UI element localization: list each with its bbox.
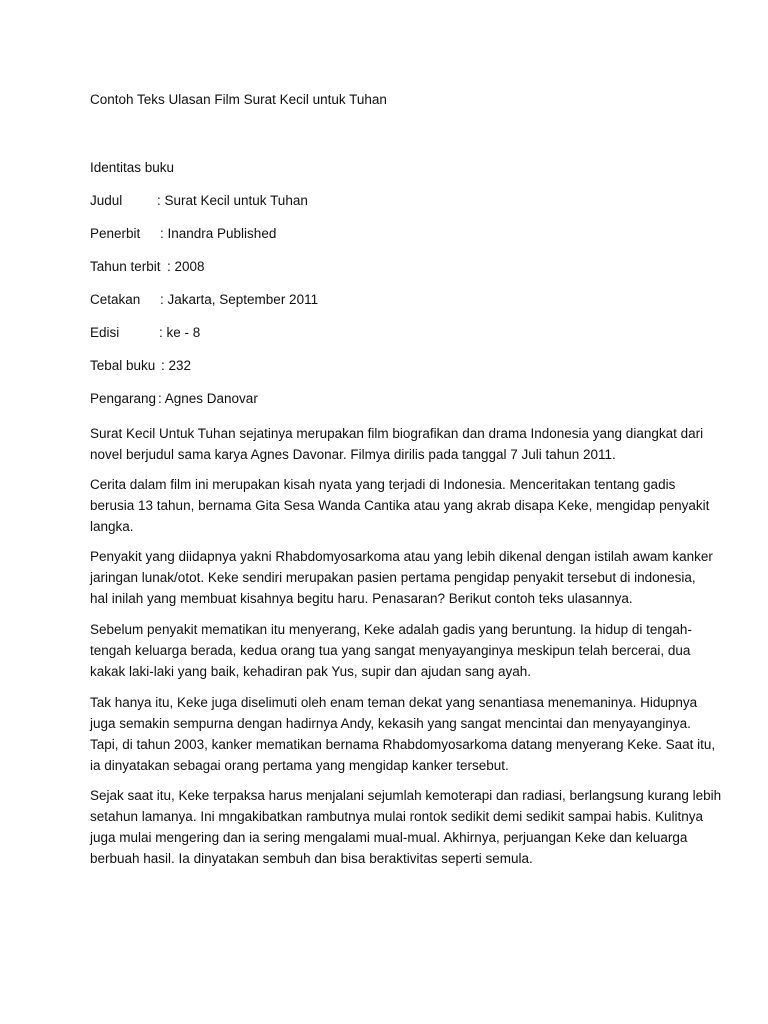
identity-value: : ke - 8 xyxy=(159,325,201,340)
identity-label: Tebal buku xyxy=(90,358,156,373)
identity-label: Judul xyxy=(90,193,123,208)
paragraph-line: berbuah hasil. Ia dinyatakan sembuh dan bisa beraktivitas seperti semula. xyxy=(90,851,533,866)
identity-value: : 232 xyxy=(161,358,192,373)
paragraph-line: ia dinyatakan sebagai orang pertama yang mengidap kanker tersebut. xyxy=(90,758,509,773)
identity-value: : Jakarta, September 2011 xyxy=(160,292,319,307)
paragraph-line: Tapi, di tahun 2003, kanker mematikan bernama Rhabdomyosarkoma datang menyerang Keke. Saat itu, xyxy=(90,737,716,752)
paragraph-line: juga semakin sempurna dengan hadirnya Andy, kekasih yang sangat mencintai dan menyayanginya. xyxy=(90,716,691,731)
identity-value: : 2008 xyxy=(167,259,205,274)
identity-value: : Surat Kecil untuk Tuhan xyxy=(157,193,308,208)
paragraph-line: juga mulai mengering dan ia sering mengalami mual-mual. Akhirnya, perjuangan Keke dan keluarga xyxy=(90,830,688,845)
identity-label: Tahun terbit xyxy=(90,259,161,274)
paragraph-line: novel berjudul sama karya Agnes Davonar. Filmya dirilis pada tanggal 7 Juli tahun 2011. xyxy=(90,447,616,462)
paragraph xyxy=(90,692,716,776)
paragraph-line: langka. xyxy=(90,519,134,534)
paragraph-line: Surat Kecil Untuk Tuhan sejatinya merupakan film biografikan dan drama Indonesia yang diangkat dari xyxy=(90,426,704,441)
identity-label: Cetakan xyxy=(90,292,141,307)
document-title: Contoh Teks Ulasan Film Surat Kecil untuk Tuhan xyxy=(90,92,387,107)
identity-label: Edisi xyxy=(90,325,120,340)
identity-label: Penerbit xyxy=(90,226,141,241)
paragraph-line: Cerita dalam film ini merupakan kisah nyata yang terjadi di Indonesia. Menceritakan tentang gadis xyxy=(90,477,676,492)
paragraph-line: berusia 13 tahun, bernama Gita Sesa Wanda Cantika atau yang akrab disapa Keke, mengidap penyakit xyxy=(90,498,710,513)
paragraph xyxy=(90,619,690,682)
paragraph xyxy=(90,785,722,869)
identity-value: : Agnes Danovar xyxy=(158,391,258,406)
section-heading: Identitas buku xyxy=(90,160,175,175)
paragraph-line: Penyakit yang diidapnya yakni Rhabdomyosarkoma atau yang lebih dikenal dengan istilah awam kanker xyxy=(90,549,713,564)
paragraph-line: Sebelum penyakit mematikan itu menyerang, Keke adalah gadis yang beruntung. Ia hidup di tengah- xyxy=(90,622,692,637)
identity-value: : Inandra Published xyxy=(160,226,277,241)
paragraph-line: Tak hanya itu, Keke juga diselimuti oleh enam teman dekat yang senantiasa menemaninya. Hidupnya xyxy=(90,695,698,710)
paragraph-line: jaringan lunak/otot. Keke sendiri merupakan pasien pertama pengidap penyakit tersebut di indonesia, xyxy=(90,570,696,585)
identity-label: Pengarang xyxy=(90,391,157,406)
paragraph xyxy=(90,423,704,465)
paragraph-line: tengah keluarga berada, kedua orang tua yang sangat menyayanginya meskipun telah bercerai, dua xyxy=(90,643,691,658)
paragraph-line: Sejak saat itu, Keke terpaksa harus menjalani sejumlah kemoterapi dan radiasi, berlangsung kurang lebih xyxy=(90,788,722,803)
paragraph-line: setahun lamanya. Ini mngakibatkan rambutnya mulai rontok sedikit demi sedikit sampai habis. Kulitnya xyxy=(90,809,704,824)
paragraph xyxy=(90,546,713,609)
paragraph xyxy=(90,474,710,537)
paragraph-line: kakak laki-laki yang baik, kehadiran pak Yus, supir dan ajudan sang ayah. xyxy=(90,664,532,679)
paragraph-line: hal inilah yang membuat kisahnya begitu haru. Penasaran? Berikut contoh teks ulasannya. xyxy=(90,591,633,606)
